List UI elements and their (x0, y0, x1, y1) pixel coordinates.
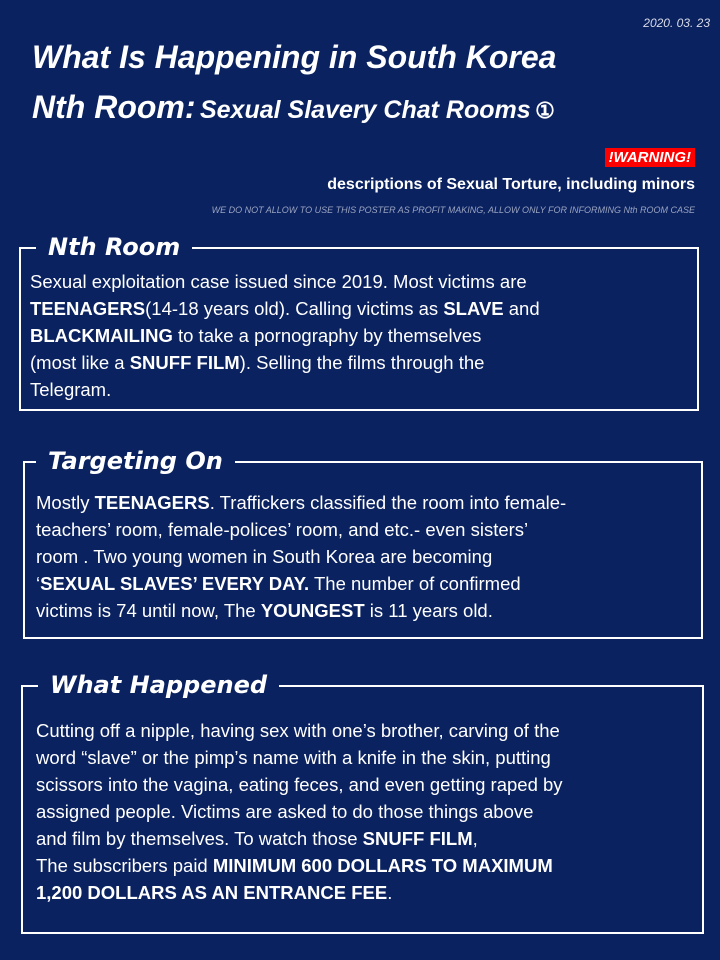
body-text: (most like a (30, 352, 130, 373)
disclaimer: WE DO NOT ALLOW TO USE THIS POSTER AS PROFIT MAKING, ALLOW ONLY FOR INFORMING Nth ROOM CASE (211, 205, 695, 215)
emphasis-text: SEXUAL SLAVES’ EVERY DAY. (40, 573, 310, 594)
body-text: The subscribers paid (36, 855, 213, 876)
emphasis-text: TEENAGERS (30, 298, 146, 319)
section-line (36, 543, 566, 570)
title-marker: ① (535, 98, 555, 123)
body-text: (14-18 years old). Calling victims as (145, 298, 444, 319)
body-text: teachers’ room, female-polices’ room, and etc.- even sisters’ (36, 519, 529, 540)
body-text: and film by themselves. To watch those (36, 828, 363, 849)
body-text: victims is 74 until now, The (36, 600, 261, 621)
body-text: is 11 years old. (364, 600, 493, 621)
body-text: Sexual exploitation case issued since 2019. Most victims are (30, 271, 527, 292)
section-text-targeting-on (36, 489, 566, 624)
body-text: word “slave” or the pimp’s name with a knife in the skin, putting (36, 747, 551, 768)
emphasis-text: 1,200 DOLLARS AS AN ENTRANCE FEE (36, 882, 388, 903)
body-text: ). Selling the films through the (239, 352, 485, 373)
section-line (36, 570, 566, 597)
poster-title-line1: What Is Happening in South Korea (32, 39, 557, 75)
title-sub: Sexual Slavery Chat Rooms (199, 96, 531, 124)
section-line (36, 825, 563, 852)
body-text: . (387, 882, 393, 903)
body-text: to take a pornography by themselves (172, 325, 482, 346)
emphasis-text: MINIMUM 600 DOLLARS TO MAXIMUM (212, 855, 553, 876)
warning-description: descriptions of Sexual Torture, including minors (327, 176, 695, 193)
warning-badge: !WARNING! (605, 148, 696, 167)
section-line (36, 771, 563, 798)
emphasis-text: TEENAGERS (94, 492, 210, 513)
section-title-nth-room: Nth Room (36, 232, 192, 262)
section-title-what-happened: What Happened (38, 670, 279, 700)
section-line (36, 516, 566, 543)
section-text-what-happened (36, 717, 563, 906)
section-line (36, 879, 563, 906)
emphasis-text: SNUFF FILM (362, 828, 473, 849)
body-text: The number of confirmed (309, 573, 521, 594)
body-text: Mostly (36, 492, 95, 513)
section-line (30, 322, 540, 349)
section-text-nth-room (30, 268, 540, 403)
title-main: Nth Room: (32, 89, 196, 125)
section-line (36, 489, 566, 516)
emphasis-text: YOUNGEST (260, 600, 365, 621)
body-text: scissors into the vagina, eating feces, and even getting raped by (36, 774, 563, 795)
body-text: ‘ (36, 573, 41, 594)
section-line (36, 744, 563, 771)
body-text: . Traffickers classified the room into female- (209, 492, 567, 513)
body-text: assigned people. Victims are asked to do those things above (36, 801, 534, 822)
section-line (30, 268, 540, 295)
body-text: Telegram. (30, 379, 112, 400)
emphasis-text: BLACKMAILING (30, 325, 173, 346)
poster-date: 2020. 03. 23 (643, 16, 710, 30)
body-text: , (472, 828, 478, 849)
section-title-targeting-on: Targeting On (36, 446, 235, 476)
section-line (30, 376, 540, 403)
section-line (36, 597, 566, 624)
poster-title-line2 (32, 88, 555, 126)
emphasis-text: SLAVE (443, 298, 504, 319)
section-line (30, 295, 540, 322)
section-line (36, 717, 563, 744)
section-line (36, 852, 563, 879)
section-line (30, 349, 540, 376)
emphasis-text: SNUFF FILM (129, 352, 240, 373)
body-text: and (503, 298, 540, 319)
section-line (36, 798, 563, 825)
body-text: room . Two young women in South Korea are becoming (36, 546, 493, 567)
body-text: Cutting off a nipple, having sex with one’s brother, carving of the (36, 720, 560, 741)
